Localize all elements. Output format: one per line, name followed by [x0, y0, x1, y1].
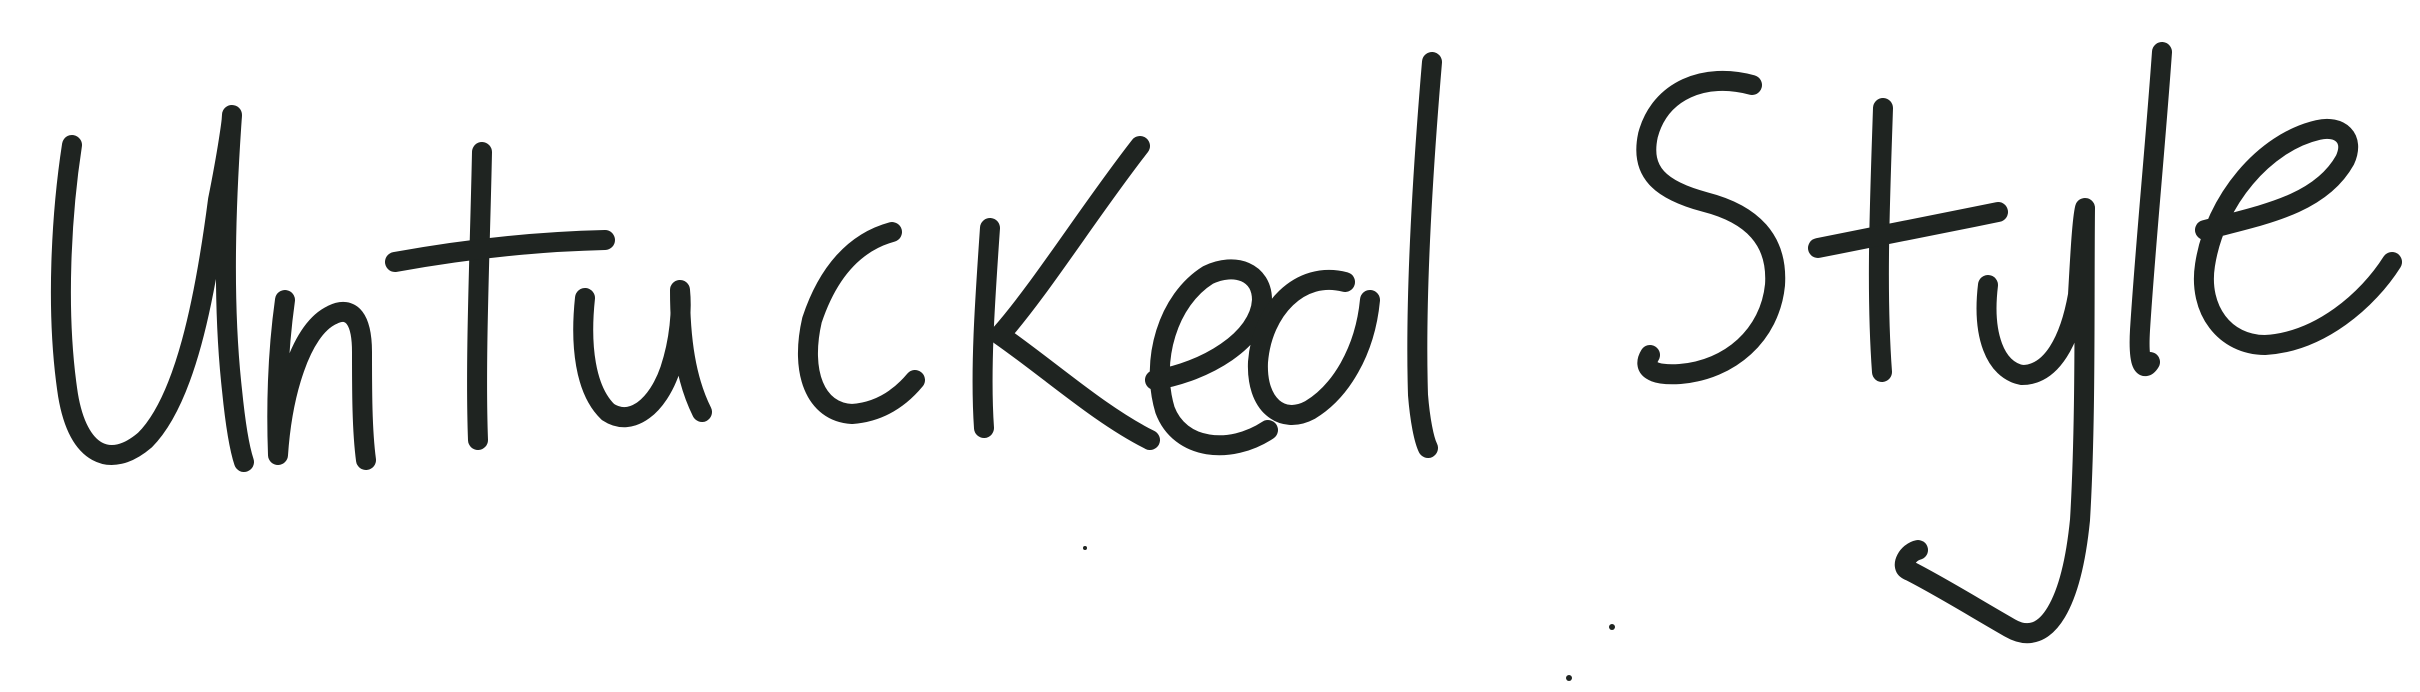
paper-speck	[1083, 546, 1087, 550]
paper-speck	[1566, 675, 1572, 681]
letter-k	[983, 228, 990, 428]
handwritten-word-style	[1646, 52, 2392, 633]
letter-d-stem	[1417, 62, 1432, 448]
handwritten-word-untucked	[61, 62, 1432, 462]
letter-n	[277, 300, 366, 460]
letter-e-second	[2204, 129, 2392, 345]
letter-d	[1258, 280, 1370, 415]
letter-t-second-crossbar	[1818, 212, 1998, 248]
letter-c	[808, 232, 915, 414]
paper-speck	[1609, 624, 1615, 630]
letter-l	[2140, 52, 2162, 366]
letter-t-first-crossbar	[395, 240, 605, 262]
letter-u-lower	[583, 290, 702, 417]
letter-s-capital	[1646, 81, 1775, 374]
letter-k-arm	[1000, 146, 1150, 440]
paper-specks	[1083, 546, 1615, 681]
letter-t-first	[477, 152, 482, 440]
letter-u-capital	[61, 115, 244, 462]
letter-y	[1905, 208, 2085, 633]
